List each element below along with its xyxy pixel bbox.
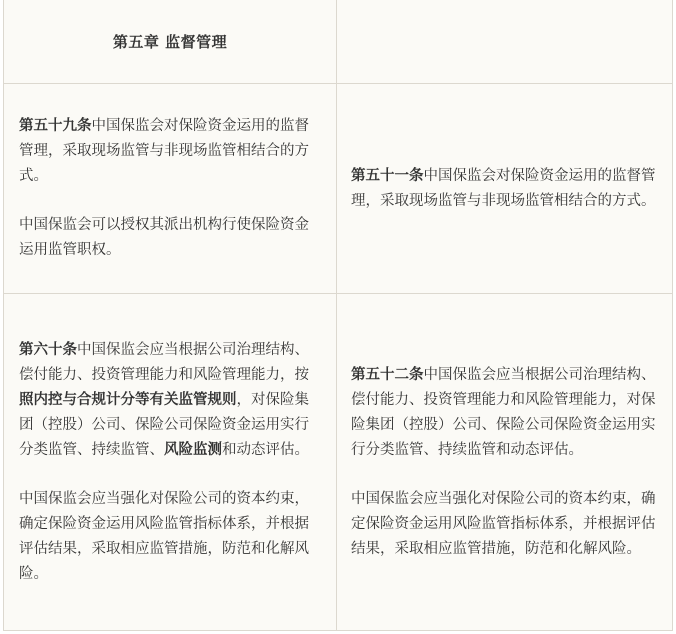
article-text: ，对保险集团（控股）公司、保险公司保险资金运用实行分类监管、持续监管、 — [19, 391, 309, 458]
cell-content — [4, 338, 336, 587]
table-row-article-59 — [4, 84, 673, 294]
article-text: 中国保监会应当根据公司治理结构、偿付能力、投资管理能力和风险管理能力，对保险集团（控股）公司、保险公司保险资金运用实行分类监管、持续监管和动态评估。 — [351, 366, 656, 458]
added-text-highlight: 风险监测 — [164, 441, 222, 458]
article-number: 第五十一条 — [351, 167, 424, 184]
paragraph — [351, 164, 658, 214]
article-text: 中国保监会应当根据公司治理结构、偿付能力、投资管理能力和风险管理能力，按 — [19, 341, 309, 383]
added-text-highlight: 照内控与合规计分等有关监管规则 — [19, 391, 237, 408]
chapter-title-cell-right — [337, 0, 673, 84]
old-text-cell — [337, 84, 673, 294]
article-text: 中国保监会对保险资金运用的监督管理，采取现场监管与非现场监管相结合的方式。 — [351, 167, 656, 209]
article-text: 和动态评估。 — [222, 441, 309, 458]
regulation-comparison-table — [3, 0, 673, 631]
article-text: 中国保监会应当强化对保险公司的资本约束，确定保险资金运用风险监管指标体系，并根据评估结果，采取相应监管措施，防范和化解风险。 — [19, 490, 309, 582]
paragraph — [19, 213, 320, 263]
paragraph — [19, 338, 320, 463]
paragraph — [351, 487, 658, 562]
cell-content — [337, 363, 672, 562]
article-text: 中国保监会对保险资金运用的监督管理，采取现场监管与非现场监管相结合的方式。 — [19, 118, 309, 184]
article-text: 中国保监会应当强化对保险公司的资本约束，确定保险资金运用风险监管指标体系，并根据评估结果，采取相应监管措施，防范和化解风险。 — [351, 490, 656, 557]
old-text-cell — [337, 294, 673, 631]
paragraph — [19, 487, 320, 587]
article-text: 中国保监会可以授权其派出机构行使保险资金运用监管职权。 — [19, 217, 309, 258]
new-text-cell — [4, 294, 337, 631]
article-number: 第五十九条 — [19, 118, 92, 134]
article-number: 第五十二条 — [351, 366, 424, 383]
table-row-chapter-header — [4, 0, 673, 84]
cell-content — [337, 164, 672, 214]
table-row-article-60 — [4, 294, 673, 631]
paragraph — [351, 363, 658, 463]
paragraph — [19, 114, 320, 189]
chapter-title: 第五章 监督管理 — [112, 32, 228, 51]
chapter-title-cell — [4, 0, 337, 84]
cell-content — [4, 114, 336, 263]
new-text-cell — [4, 84, 337, 294]
article-number: 第六十条 — [19, 341, 77, 358]
